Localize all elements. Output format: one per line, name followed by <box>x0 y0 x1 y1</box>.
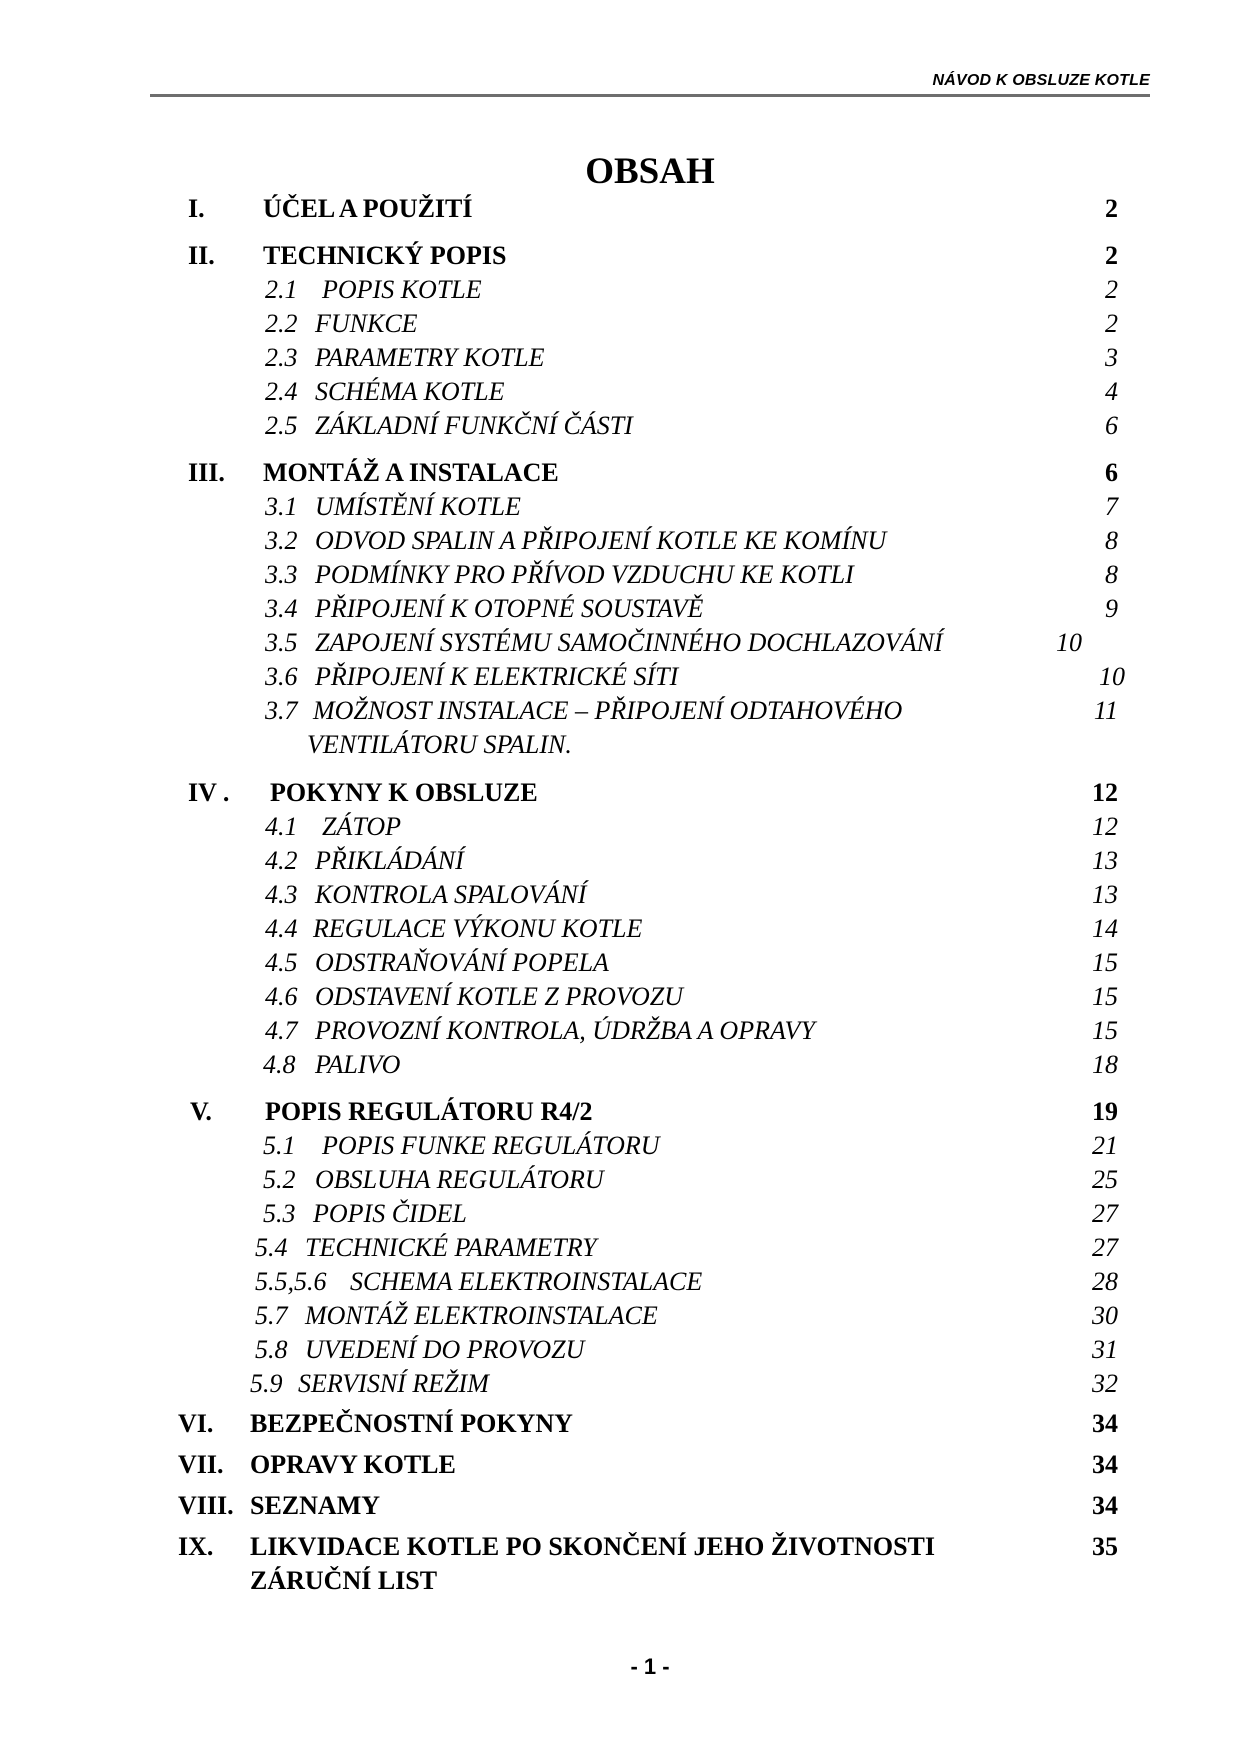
section-title: POKYNY K OBSLUZE <box>270 778 538 807</box>
item-title: SERVISNÍ REŽIM <box>298 1369 489 1398</box>
section-number: IV . <box>188 778 230 807</box>
item-number: 5.7 <box>255 1301 288 1330</box>
item-number: 2.2 <box>265 309 298 338</box>
item-page: 3 <box>1105 343 1118 372</box>
section-title: OPRAVY KOTLE <box>250 1450 456 1479</box>
item-title: PALIVO <box>315 1050 401 1079</box>
item-title: ZÁKLADNÍ FUNKČNÍ ČÁSTI <box>315 411 633 440</box>
section-page: 12 <box>1092 778 1118 807</box>
item-number: 4.5 <box>265 948 298 977</box>
section-title: SEZNAMY <box>250 1491 381 1520</box>
item-title: MONTÁŽ ELEKTROINSTALACE <box>305 1301 658 1330</box>
item-number: 3.7 <box>265 696 298 725</box>
item-title: UMÍSTĚNÍ KOTLE <box>315 492 521 521</box>
item-title: ODSTAVENÍ KOTLE Z PROVOZU <box>315 982 683 1011</box>
item-title: POPIS ČIDEL <box>313 1199 467 1228</box>
section-number: I. <box>188 194 205 223</box>
item-page: 10 <box>1056 628 1082 657</box>
section-title-line2: ZÁRUČNÍ LIST <box>250 1566 438 1595</box>
item-page: 18 <box>1092 1050 1118 1079</box>
item-page: 28 <box>1092 1267 1118 1296</box>
page-number: - 1 - <box>630 1654 670 1679</box>
section-page: 6 <box>1105 458 1118 487</box>
section-number: IX. <box>178 1532 214 1561</box>
item-number: 5.3 <box>263 1199 296 1228</box>
item-page: 12 <box>1092 812 1118 841</box>
section-number: III. <box>188 458 225 487</box>
item-page: 27 <box>1092 1233 1118 1262</box>
item-title: PŘIPOJENÍ K OTOPNÉ SOUSTAVĚ <box>315 594 704 623</box>
section-title: POPIS REGULÁTORU R4/2 <box>265 1097 593 1126</box>
page-title: OBSAH <box>585 151 715 192</box>
item-number: 3.4 <box>265 594 298 623</box>
item-number: 5.4 <box>255 1233 288 1262</box>
item-number: 4.2 <box>265 846 298 875</box>
item-title: REGULACE VÝKONU KOTLE <box>313 914 643 943</box>
item-title: PROVOZNÍ KONTROLA, ÚDRŽBA A OPRAVY <box>315 1016 815 1045</box>
item-page: 31 <box>1092 1335 1118 1364</box>
item-title: ZAPOJENÍ SYSTÉMU SAMOČINNÉHO DOCHLAZOVÁNÍ <box>315 628 943 657</box>
item-page: 15 <box>1092 1016 1118 1045</box>
item-number: 4.6 <box>265 982 298 1011</box>
item-number: 2.1 <box>265 275 298 304</box>
item-number: 3.6 <box>265 662 298 691</box>
item-title: ODSTRAŇOVÁNÍ POPELA <box>315 948 609 977</box>
section-title: BEZPEČNOSTNÍ POKYNY <box>250 1409 573 1438</box>
section-title: MONTÁŽ A INSTALACE <box>263 458 559 487</box>
item-number: 5.9 <box>250 1369 283 1398</box>
item-number: 4.7 <box>265 1016 298 1045</box>
section-page: 34 <box>1092 1450 1118 1479</box>
item-page: 25 <box>1092 1165 1118 1194</box>
section-number: VI. <box>178 1409 214 1438</box>
section-title: ÚČEL A POUŽITÍ <box>263 194 473 223</box>
item-number: 3.5 <box>265 628 298 657</box>
item-title: MOŽNOST INSTALACE – PŘIPOJENÍ ODTAHOVÉHO <box>313 696 903 725</box>
section-page: 34 <box>1092 1409 1118 1438</box>
item-page: 6 <box>1105 411 1118 440</box>
item-number: 4.4 <box>265 914 298 943</box>
item-page: 21 <box>1092 1131 1118 1160</box>
section-number: V. <box>190 1097 212 1126</box>
item-title: PODMÍNKY PRO PŘÍVOD VZDUCHU KE KOTLI <box>315 560 854 589</box>
item-number: 2.5 <box>265 411 298 440</box>
section-number: VIII. <box>178 1491 234 1520</box>
item-page: 15 <box>1092 982 1118 1011</box>
item-title: POPIS FUNKE REGULÁTORU <box>322 1131 660 1160</box>
item-title: PŘIPOJENÍ K ELEKTRICKÉ SÍTI <box>315 662 679 691</box>
item-page: 7 <box>1105 492 1118 521</box>
section-page: 2 <box>1105 241 1118 270</box>
item-page: 4 <box>1105 377 1118 406</box>
item-title: TECHNICKÉ PARAMETRY <box>305 1233 597 1262</box>
item-page: 10 <box>1099 662 1125 691</box>
item-title: OBSLUHA REGULÁTORU <box>315 1165 604 1194</box>
item-page: 8 <box>1105 560 1118 589</box>
item-title: FUNKCE <box>315 309 418 338</box>
item-page: 2 <box>1105 309 1118 338</box>
item-title: KONTROLA SPALOVÁNÍ <box>315 880 587 909</box>
item-page: 9 <box>1105 594 1118 623</box>
item-title: ODVOD SPALIN A PŘIPOJENÍ KOTLE KE KOMÍNU <box>315 526 887 555</box>
item-number: 3.3 <box>265 560 298 589</box>
section-page: 2 <box>1105 194 1118 223</box>
item-number: 5.2 <box>263 1165 296 1194</box>
item-number: 2.4 <box>265 377 298 406</box>
section-page: 19 <box>1092 1097 1118 1126</box>
item-page: 15 <box>1092 948 1118 977</box>
item-number: 4.8 <box>263 1050 296 1079</box>
item-number: 2.3 <box>265 343 298 372</box>
item-page: 27 <box>1092 1199 1118 1228</box>
section-page: 35 <box>1092 1532 1118 1561</box>
item-number: 5.8 <box>255 1335 288 1364</box>
item-title: PARAMETRY KOTLE <box>315 343 545 372</box>
item-page: 32 <box>1092 1369 1118 1398</box>
item-title: SCHEMA ELEKTROINSTALACE <box>350 1267 703 1296</box>
item-page: 13 <box>1092 880 1118 909</box>
item-number: 5.1 <box>263 1131 296 1160</box>
item-page: 11 <box>1093 696 1118 725</box>
item-number: 4.3 <box>265 880 298 909</box>
item-number: 3.2 <box>265 526 298 555</box>
item-number: 5.5,5.6 <box>255 1267 327 1296</box>
item-page: 13 <box>1092 846 1118 875</box>
item-title: UVEDENÍ DO PROVOZU <box>305 1335 585 1364</box>
item-title: PŘIKLÁDÁNÍ <box>315 846 464 875</box>
item-page: 2 <box>1105 275 1118 304</box>
section-number: II. <box>188 241 215 270</box>
item-number: 3.1 <box>265 492 298 521</box>
item-page: 14 <box>1092 914 1118 943</box>
item-title: SCHÉMA KOTLE <box>315 377 505 406</box>
header-title: NÁVOD K OBSLUZE KOTLE <box>932 72 1150 89</box>
item-page: 30 <box>1092 1301 1118 1330</box>
item-title: POPIS KOTLE <box>322 275 482 304</box>
item-page: 8 <box>1105 526 1118 555</box>
section-title: LIKVIDACE KOTLE PO SKONČENÍ JEHO ŽIVOTNOSTI <box>250 1532 936 1561</box>
item-number: 4.1 <box>265 812 298 841</box>
section-title: TECHNICKÝ POPIS <box>263 241 507 270</box>
section-page: 34 <box>1092 1491 1118 1520</box>
section-number: VII. <box>178 1450 224 1479</box>
item-title: ZÁTOP <box>322 812 401 841</box>
item-title-line2: VENTILÁTORU SPALIN. <box>307 730 572 759</box>
